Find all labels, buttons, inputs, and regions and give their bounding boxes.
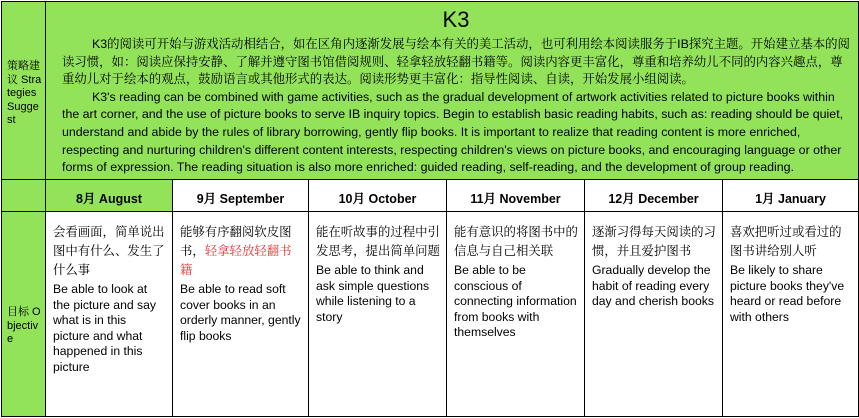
objective-cn-text: 能在听故事的过程中引发思考，提出简单问题 (316, 225, 440, 258)
month-header-row (2, 180, 859, 212)
objective-cn (592, 223, 716, 261)
objective-cn-text: 逐渐习得每天阅读的习惯，并且爱护图书 (592, 225, 716, 258)
objective-cn (316, 223, 440, 261)
objective-september (173, 212, 309, 417)
objective-cn (454, 223, 578, 261)
objective-en: Be able to think and ask simple questions while listening to a story (316, 263, 430, 324)
objective-en: Gradually develop the habit of reading every day and cherish books (592, 263, 714, 308)
level-title: K3 (442, 7, 470, 32)
objective-november (447, 212, 585, 417)
objective-october (309, 212, 447, 417)
objective-cn (180, 223, 302, 280)
objective-cn-text: 能够有序翻阅软皮图书， (180, 225, 292, 258)
objective-en: Be likely to share picture books they've heard or read before with others (730, 263, 845, 324)
objective-cn (53, 223, 166, 280)
objective-january (723, 212, 859, 417)
objective-august (46, 212, 173, 417)
objective-side-label: 目标 Objective (2, 212, 46, 417)
objective-cn-text: 会看画面，简单说出图中有什么、发生了什么事 (53, 225, 165, 277)
strategy-side-label: 策略建议 Strategies Suggest (2, 2, 46, 180)
month-header-september: 9月 September (173, 180, 309, 212)
k3-reading-plan-table (1, 1, 859, 417)
strategy-text-chinese: K3的阅读可开始与游戏活动相结合，如在区角内逐渐发展与绘本有关的美工活动，也可利用绘本阅读服务于IB探究主题。开始建立基本的阅读习惯，如：阅读应保持安静、了解并遵守图书馆借阅规则、轻拿轻放轻翻书籍等。阅读内容更丰富化，尊重和培养幼儿不同的内容兴趣点，尊重幼儿对于绘本的观点，鼓励语言或其他形式的表达。阅读形势更丰富化：指导性阅读、自读，开始发展小组阅读。 (62, 37, 850, 87)
objective-cn-text: 能有意识的将图书中的信息与自己相关联 (454, 225, 578, 258)
objective-row (2, 212, 859, 417)
month-header-blank (2, 180, 46, 212)
objective-en: Be able to look at the picture and say what is in this picture and what happened in this picture (53, 282, 156, 374)
strategy-text-english: K3's reading can be combined with game activities, such as the gradual development of artwork activities related to picture books within the art corner, and the use of picture books to serve IB inquiry topics. Begin to establish basic reading habits, such as: reading should be quiet, understand and abide by the rules of library borrowing, gently flip books. It is important to realize that reading content is more enriched, respecting and nurturing children's different content interests, respecting children's views on picture books, and encouraging language or other forms of expression. The reading situation is also more enriched: guided reading, self-reading, and the development of group reading. (62, 89, 844, 175)
objective-en: Be able to read soft cover books in an orderly manner, gently flip books (180, 282, 301, 343)
objective-cn-text: 喜欢把听过或看过的图书讲给别人听 (730, 225, 842, 258)
month-header-august: 8月 August (46, 180, 173, 212)
objective-cn (730, 223, 852, 261)
month-header-november: 11月 November (447, 180, 585, 212)
month-header-december: 12月 December (585, 180, 723, 212)
month-header-october: 10月 October (309, 180, 447, 212)
month-header-january: 1月 January (723, 180, 859, 212)
objective-en: Be able to be conscious of connecting information from books with themselves (454, 263, 577, 339)
objective-december (585, 212, 723, 417)
strategy-cell (46, 2, 859, 180)
objective-cn-highlight: 轻拿轻放轻翻书籍 (180, 244, 292, 277)
strategy-row (2, 2, 859, 180)
